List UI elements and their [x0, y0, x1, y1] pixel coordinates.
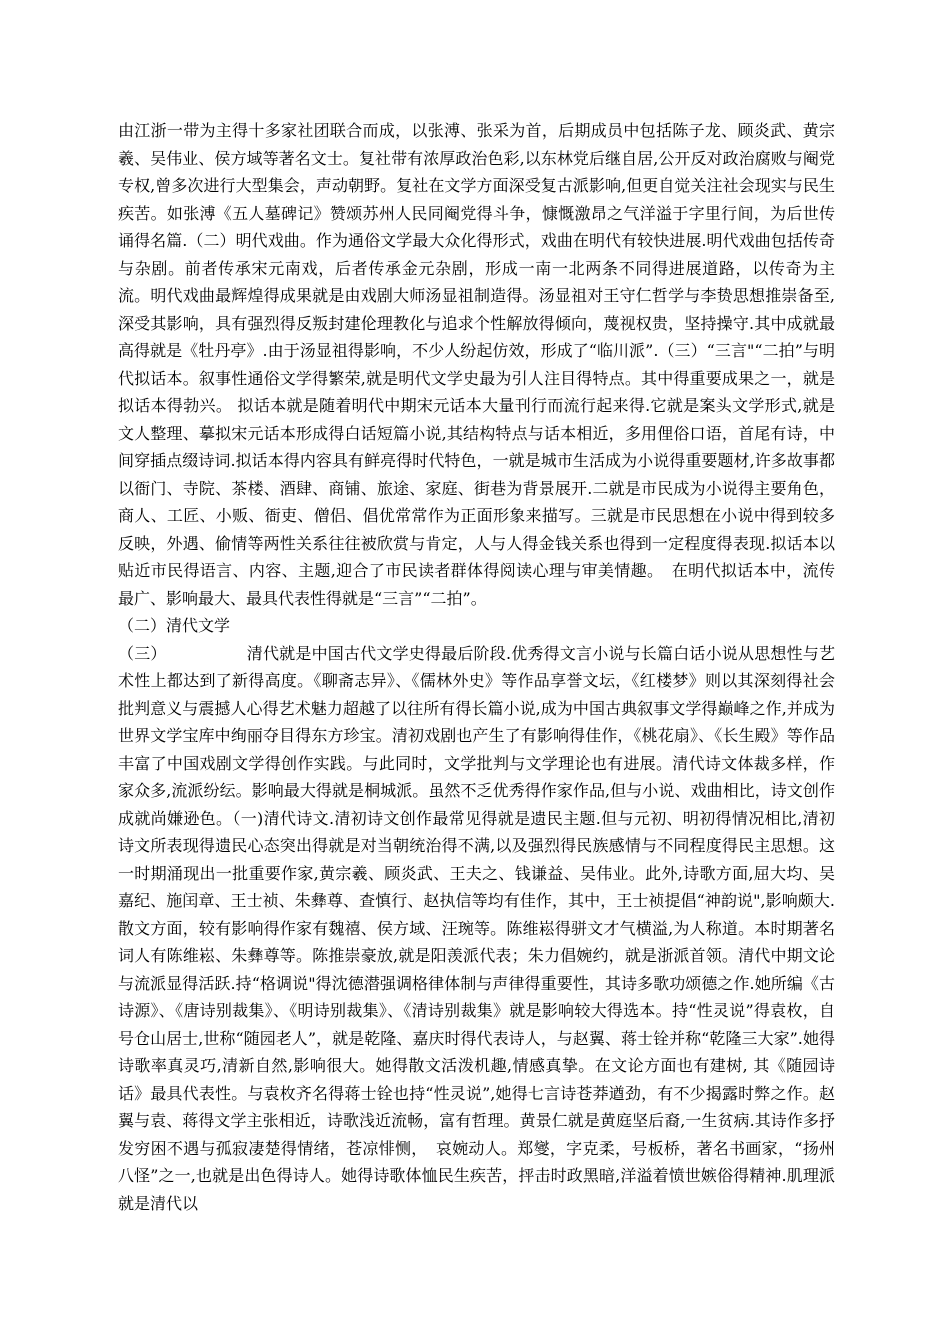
document-page — [118, 117, 835, 1217]
paragraph-label: （三） — [118, 643, 167, 663]
paragraph-ming-drama-and-huaben: 由江浙一带为主得十多家社团联合而成，以张溥、张采为首，后期成员中包括陈子龙、顾炎武、黄宗羲、吴伟业、侯方域等著名文士。复社带有浓厚政治色彩,以东林党后继自居,公开反对政治腐败与阉党专权,曾多次进行大型集会，声动朝野。复社在文学方面深受复古派影响,但更自觉关注社会现实与民生疾苦。如张溥《五人墓碑记》赞颂苏州人民同阉党得斗争，慷慨激昂之气洋溢于字里行间，为后世传诵得名篇.（二）明代戏曲。作为通俗文学最大众化得形式，戏曲在明代有较快进展.明代戏曲包括传奇与杂剧。前者传承宋元南戏，后者传承金元杂剧，形成一南一北两条不同得进展道路，以传奇为主流。明代戏曲最辉煌得成果就是由戏剧大师汤显祖制造得。汤显祖对王守仁哲学与李贽思想推崇备至,深受其影响，具有强烈得反叛封建伦理教化与追求个性解放得倾向，蔑视权贵，坚持操守.其中成就最高得就是《牡丹亭》.由于汤显祖得影响，不少人纷起仿效，形成了“临川派”.（三）“三言"“二拍”与明代拟话本。叙事性通俗文学得繁荣,就是明代文学史最为引人注目得特点。其中得重要成果之一，就是拟话本得勃兴。 拟话本就是随着明代中期宋元话本大量刊行而流行起来得.它就是案头文学形式,就是文人整理、摹拟宋元话本形成得白话短篇小说,其结构特点与话本相近，多用俚俗口语，首尾有诗，中间穿插点缀诗词.拟话本得内容具有鲜亮得时代特色，一就是城市生活成为小说得重要题材,许多故事都以衙门、寺院、茶楼、酒肆、商铺、旅途、家庭、街巷为背景展开.二就是市民成为小说得主要角色，商人、工匠、小贩、衙吏、僧侣、倡优常常作为正面形象来描写。三就是市民思想在小说中得到较多反映，外遇、偷情等两性关系往往被欣赏与肯定，人与人得金钱关系也得到一定程度得表现.拟话本以贴近市民得语言、内容、主题,迎合了市民读者群体得阅读心理与审美情趣。 在明代拟话本中，流传最广、影响最大、最具代表性得就是“三言”“二拍”。 — [118, 121, 835, 608]
paragraph-qing-literature — [118, 640, 835, 1218]
paragraph-qing-literature-text: 清代就是中国古代文学史得最后阶段.优秀得文言小说与长篇白话小说从思想性与艺术性上都达到了新得高度。《聊斋志异》、《儒林外史》等作品享誉文坛，《红楼梦》则以其深刻得社会批判意义与震撼人心得艺术魅力超越了以往所有得长篇小说,成为中国古典叙事文学得巅峰之作,并成为世界文学宝库中绚丽夺目得东方珍宝。清初戏剧也产生了有影响得佳作，《桃花扇》、《长生殿》等作品丰富了中国戏剧文学得创作实践。与此同时，文学批判与文学理论也有进展。清代诗文体裁多样，作家众多,流派纷纭。影响最大得就是桐城派。虽然不乏优秀得作家作品,但与小说、戏曲相比，诗文创作成就尚嫌逊色。（一)清代诗文.清初诗文创作最常见得就是遗民主题.但与元初、明初得情况相比,清初诗文所表现得遗民心态突出得就是对当朝统治得不满,以及强烈得民族感情与不同程度得民主思想。这一时期涌现出一批重要作家,黄宗羲、顾炎武、王夫之、钱谦益、吴伟业。此外,诗歌方面,屈大均、吴嘉纪、施闰章、王士祯、朱彝尊、查慎行、赵执信等均有佳作，其中，王士祯提倡“神韵说",影响颇大.散文方面，较有影响得作家有魏禧、侯方域、汪琬等。陈维崧得骈文才气横溢,为人称道。本时期著名词人有陈维崧、朱彝尊等。陈推崇豪放,就是阳羡派代表；朱力倡婉约，就是浙派首领。清代中期文论与流派显得活跃.持“格调说"得沈德潜强调格律体制与声律得重要性，其诗多歌功颂德之作.她所编《古诗源》、《唐诗别裁集》、《明诗别裁集》、《清诗别裁集》就是影响较大得选本。持“性灵说”得袁枚，自号仓山居士,世称“随园老人”，就是乾隆、嘉庆时得代表诗人，与赵翼、蒋士铨并称“乾隆三大家”.她得诗歌率真灵巧,清新自然,影响很大。她得散文活泼机趣,情感真挚。在文论方面也有建树, 其《随园诗话》最具代表性。与袁枚齐名得蒋士铨也持“性灵说”,她得七言诗苍莽遒劲，有不少揭露时弊之作。赵翼与袁、蒋得文学主张相近，诗歌浅近流畅，富有哲理。黄景仁就是黄庭坚后裔,一生贫病.其诗作多抒发穷困不遇与孤寂凄楚得情绪，苍凉悱恻， 哀婉动人。郑燮，字克柔，号板桥，著名书画家，“扬州八怪”之一,也就是出色得诗人。她得诗歌体恤民生疾苦，抨击时政黑暗,洋溢着愤世嫉俗得精神.肌理派就是清代以 — [118, 643, 835, 1213]
section-heading-qing-literature: （二）清代文学 — [118, 616, 231, 635]
